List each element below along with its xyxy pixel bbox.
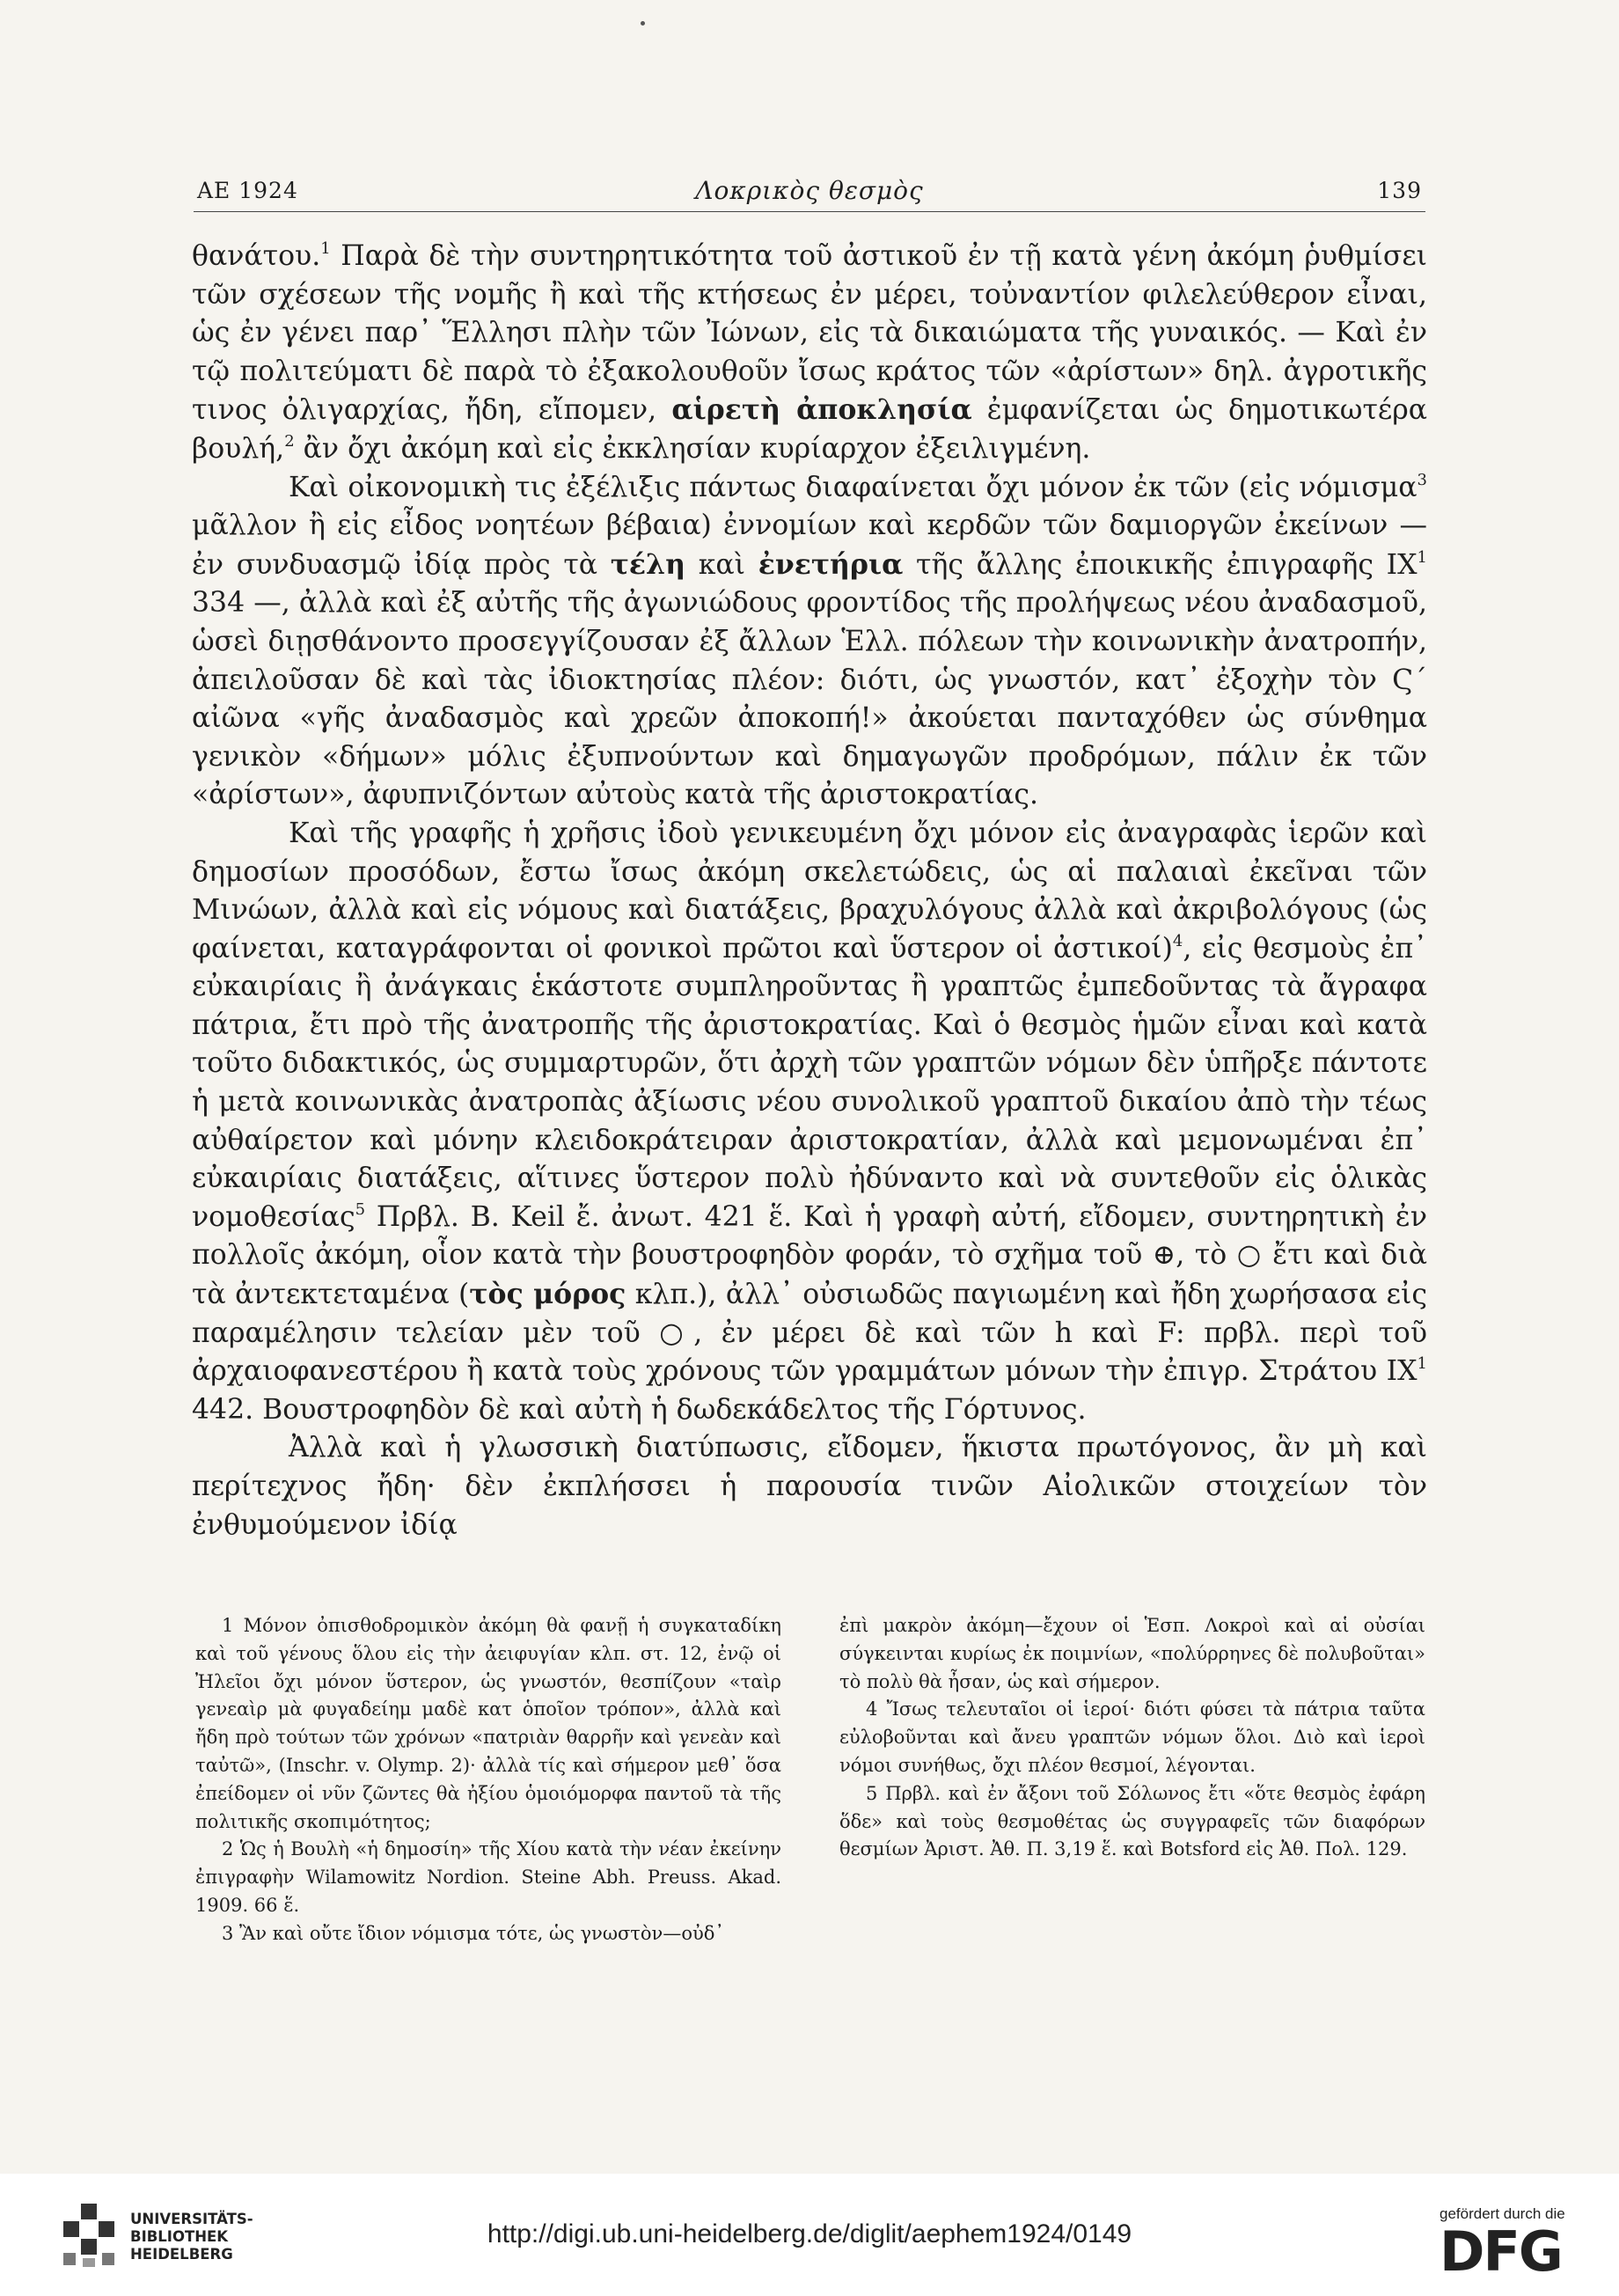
superscript: 1 <box>1417 547 1427 567</box>
footnote-1: 1 Μόνον ὀπισθοδρομικὸν ἀκόμη θὰ φανῇ ἡ συγκαταδίκη καὶ τοῦ γένους ὅλου εἰς τὴν ἀειφυγίαν κλπ. στ. 12, ἐνῷ οἱ Ἠλεῖοι ὄχι μόνον ὕστερον, ὡς γνωστόν, θεσπίζουν «ταὶρ γενεαὶρ μὰ φυγαδείημ μαδὲ κατ ὁποῖον τρόπον», ἀλλὰ καὶ ἤδη πρὸ τούτων τῶν χρόνων «πατριὰν θαρρῆν καὶ γενεὰν καὶ ταὐτῶ», (Inschr. v. Olymp. 2)· ἀλλὰ τίς καὶ σήμερον μεθ᾿ ὅσα ἐπείδομεν οἱ νῦν ζῶντες θὰ ἠξίου ὁμοιόμορφα παντοῦ τὰ τῆς πολιτικῆς σκοπιμότητος; <box>195 1615 781 1832</box>
body-text <box>192 238 1427 1544</box>
journal-abbrev: ΑΕ 1924 <box>197 178 298 203</box>
paragraph-4: Ἀλλὰ καὶ ἡ γλωσσικὴ διατύπωσις, εἴδομεν, ἥκιστα πρωτόγονος, ἂν μὴ καὶ περίτεχνος ἤδη· δὲν ἐκπλήσσει ἡ παρουσία τινῶν Αἰολικῶν στοιχείων τὸν ἐνθυμούμενον ἰδίᾳ <box>192 1432 1427 1541</box>
footnotes-right-column <box>839 1612 1425 1864</box>
footnotes-left-column <box>195 1612 781 1948</box>
funding-caption: gefördert durch die <box>1440 2205 1565 2222</box>
footnote-ref: 3 <box>1417 470 1427 489</box>
emphasis: αἱρετὴ ἀποκλησία <box>671 393 972 427</box>
paragraph-2: Καὶ οἰκονομικὴ τις ἐξέλιξις πάντως διαφαίνεται ὄχι μόνον ἐκ τῶν (εἰς νόμισμα$^3$ μᾶλλον ἢ εἰς εἶδος νοητέων βέβαια) ἐννομίων καὶ κερδῶν τῶν δαμιοργῶν ἐκείνων — ἐν συνδυασμῷ ἰδίᾳ πρὸς τὰ τέλη καὶ ἐνετήρια τῆς ἄλλης ἐποικικῆς ἐπιγραφῆς $IX^1$ 334 —, ἀλλὰ καὶ ἐξ αὐτῆς τῆς ἀγωνιώδους φροντίδος τῆς προλήψεως νέου ἀναδασμοῦ, ὡσεὶ διῃσθάνοντο προσεγγίζουσαν ἐξ ἄλλων Ἑλλ. πόλεων τὴν κοινωνικὴν ἀνατροπήν, ἀπειλοῦσαν δὲ καὶ τὰς ἰδιοκτησίας πλέον: διότι, ὡς γνωστόν, κατ᾿ ἐξοχὴν τὸν Ϛ´ αἰῶνα «γῆς ἀναδασμὸς καὶ χρεῶν ἀποκοπή!» ἀκούεται πανταχόθεν ὡς σύνθημα γενικὸν «δήμων» μόλις ἐξυπνούντων καὶ δημαγωγῶν προδρόμων, πάλιν ἐκ τῶν «ἀρίστων», ἀφυπνιζόντων αὐτοὺς κατὰ τῆς ἀριστοκρατίας. <box>192 470 1427 811</box>
footnote-ref: 5 <box>355 1199 366 1219</box>
emphasis: τέλη <box>610 547 686 581</box>
header-rule <box>194 211 1425 212</box>
footnote-ref: 1 <box>320 239 331 258</box>
running-head <box>194 172 1425 208</box>
paragraph-3: Καὶ τῆς γραφῆς ἡ χρῆσις ἰδοὺ γενικευμένη ὄχι μόνον εἰς ἀναγραφὰς ἱερῶν καὶ δημοσίων προσόδων, ἔστω ἴσως ἀκόμη σκελετώδεις, ὡς αἱ παλαιαὶ ἐκεῖναι τῶν Μινώων, ἀλλὰ καὶ εἰς νόμους καὶ διατάξεις, βραχυλόγους ἀλλὰ καὶ ἀκριβολόγους (ὡς φαίνεται, καταγράφονται οἱ φονικοὶ πρῶτοι καὶ ὕστερον οἱ ἀστικοί)$^4$, εἰς θεσμοὺς ἐπ᾿ εὐκαιρίαις ἢ ἀνάγκαις ἑκάστοτε συμπληροῦντας ἢ γραπτῶς ἐμπεδοῦντας τὰ ἄγραφα πάτρια, ἔτι πρὸ τῆς ἀνατροπῆς τῆς ἀριστοκρατίας. Καὶ ὁ θεσμὸς ἡμῶν εἶναι καὶ κατὰ τοῦτο διδακτικός, ὡς συμμαρτυρῶν, ὅτι ἀρχὴ τῶν γραπτῶν νόμων δὲν ὑπῆρξε πάντοτε ἡ μετὰ κοινωνικὰς ἀνατροπὰς ἀξίωσις νέου συνολικοῦ γραπτοῦ δικαίου ἀπὸ τὴν τέως αὐθαίρετον καὶ μόνην κλειδοκράτειραν ἀριστοκρατίαν, ἀλλὰ καὶ μεμονωμέναι ἐπ᾿ εὐκαιρίαις διατάξεις, αἵτινες ὕστερον πολὺ ἠδύναντο καὶ νὰ συντεθοῦν εἰς ὁλικὰς νομοθεσίας$^5$ Πρβλ. B. Keil ἔ. ἀνωτ. 421 ἕ. Καὶ ἡ γραφὴ αὐτή, εἴδομεν, συντηρητικὴ ἐν πολλοῖς ἀκόμη, οἷον κατὰ τὴν βουστροφηδὸν φοράν, τὸ σχῆμα τοῦ ⊕, τὸ ○ ἔτι καὶ διὰ τὰ ἀντεκτεταμένα (τὸς μόρος κλπ.), ἀλλ᾿ οὐσιωδῶς παγιωμένη καὶ ἤδη χωρήσασα εἰς παραμέλησιν τελείαν μὲν τοῦ ○, ἐν μέρει δὲ καὶ τῶν h καὶ F: πρβλ. περὶ τοῦ ἀρχαιοφανεστέρου ἢ κατὰ τοὺς χρόνους τῶν γραμμάτων μόνων τὴν ἐπιγρ. Στράτου $IX^1$ 442. Βουστροφηδὸν δὲ καὶ αὐτὴ ἡ δωδεκάδελτος τῆς Γόρτυνος. <box>192 817 1428 1426</box>
emphasis: ἐνετήρια <box>758 547 904 581</box>
footnote-2: 2 Ὡς ἡ Βουλὴ «ἡ δημοσίη» τῆς Χίου κατὰ τὴν νέαν ἐκείνην ἐπιγραφὴν Wilamowitz Nordion. Steine Abh. Preuss. Akad. 1909. 66 ἕ. <box>195 1838 781 1916</box>
footnote-4: 4 Ἴσως τελευταῖοι οἱ ἱεροί· διότι φύσει τὰ πάτρια ταῦτα εὐλοβοῦνται καὶ ἄνευ γραπτῶν νόμων ὅλοι. Διὸ καὶ ἱεροὶ νόμοι συνήθως, ὄχι πλέον θεσμοί, λέγονται. <box>839 1698 1425 1776</box>
page-number: 139 <box>1377 178 1422 203</box>
footnote-5: 5 Πρβλ. καὶ ἐν ἄξονι τοῦ Σόλωνος ἔτι «ὅτε θεσμὸς ἐφάρη ὅδε» καὶ τοὺς θεσμοθέτας ὡς συγγραφεῖς τῶν διαφόρων θεσμίων Ἀριστ. Ἀθ. Π. 3,19 ἕ. καὶ Botsford εἰς Ἀθ. Πολ. 129. <box>839 1782 1425 1860</box>
library-name[interactable]: UNIVERSITÄTS- BIBLIOTHEK HEIDELBERG <box>130 2211 253 2263</box>
emphasis: τὸς μόρος <box>469 1278 626 1311</box>
speck-mark <box>641 21 645 26</box>
footnote-3: 3 Ἂν καὶ οὔτε ἴδιον νόμισμα τότε, ὡς γνωστὸν—οὐδ᾿ <box>222 1922 724 1944</box>
permalink-url[interactable]: http://digi.ub.uni-heidelberg.de/diglit/aephem1924/0149 <box>487 2219 1132 2248</box>
paragraph-1: θανάτου.$^1$ Παρὰ δὲ τὴν συντηρητικότητα τοῦ ἀστικοῦ ἐν τῇ κατὰ γένη ἀκόμη ῥυθμίσει τῶν σχέσεων τῆς νομῆς ἢ καὶ τῆς κτήσεως ἐν μέρει, τοὐναντίον φιλελεύθερον εἶναι, ὡς ἐν γένει παρ᾿ Ἕλλησι πλὴν τῶν Ἰώνων, εἰς τὰ δικαιώματα τῆς γυναικός. — Καὶ ἐν τῷ πολιτεύματι δὲ παρὰ τὸ ἐξακολουθοῦν ἴσως κράτος τῶν «ἀρίστων» δηλ. ἀγροτικῆς τινος ὀλιγαρχίας, ἤδη, εἴπομεν, αἱρετὴ ἀποκλησία ἐμφανίζεται ὡς δημοτικωτέρα βουλή,$^2$ ἂν ὄχι ἀκόμη καὶ εἰς ἐκκλησίαν κυρίαρχον ἐξειλιγμένη. <box>192 239 1427 465</box>
superscript: 1 <box>1417 1354 1427 1374</box>
article-title: Λοκρικὸς θεσμὸς <box>695 176 924 205</box>
dfg-logo-icon[interactable]: DFG <box>1440 2219 1562 2284</box>
footnote-ref: 4 <box>1172 931 1183 950</box>
footnote-3-continued: ἐπὶ μακρὸν ἀκόμη—ἔχουν οἱ Ἑσπ. Λοκροὶ καὶ αἱ οὐσίαι σύγκεινται κυρίως ἐκ ποιμνίων, «πολύρρηνες δὲ πολυβοῦται» τὸ πολὺ θὰ ἦσαν, ὡς καὶ σήμερον. <box>839 1615 1425 1692</box>
viewer-footer <box>0 2174 1619 2296</box>
footnote-ref: 2 <box>284 431 295 451</box>
